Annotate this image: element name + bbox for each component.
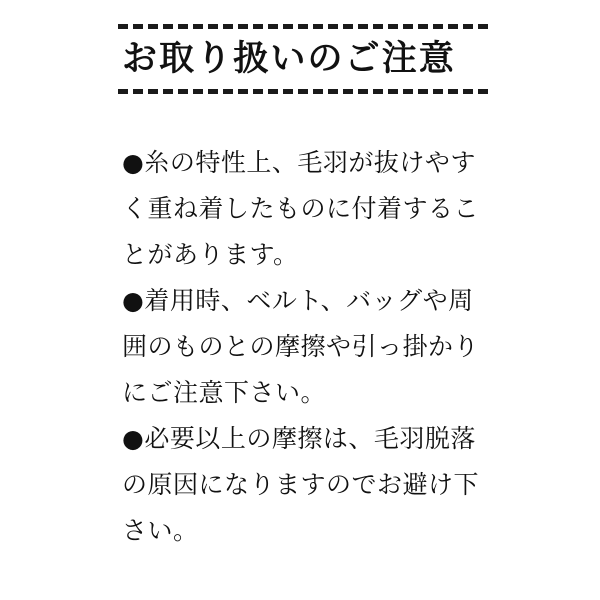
heading-block [118,24,488,94]
notes-list [122,140,494,554]
dashed-rule-bottom [118,89,488,94]
note-item: ●糸の特性上、毛羽が抜けやすく重ね着したものに付着することがあります。 [122,148,480,269]
note-item: ●必要以上の摩擦は、毛羽脱落の原因になりますのでお避け下さい。 [122,424,480,545]
page-title: お取り扱いのご注意 [122,39,456,79]
note-item: ●着用時、ベルト、バッグや周囲のものとの摩擦や引っ掛かりにご注意下さい。 [122,286,480,407]
